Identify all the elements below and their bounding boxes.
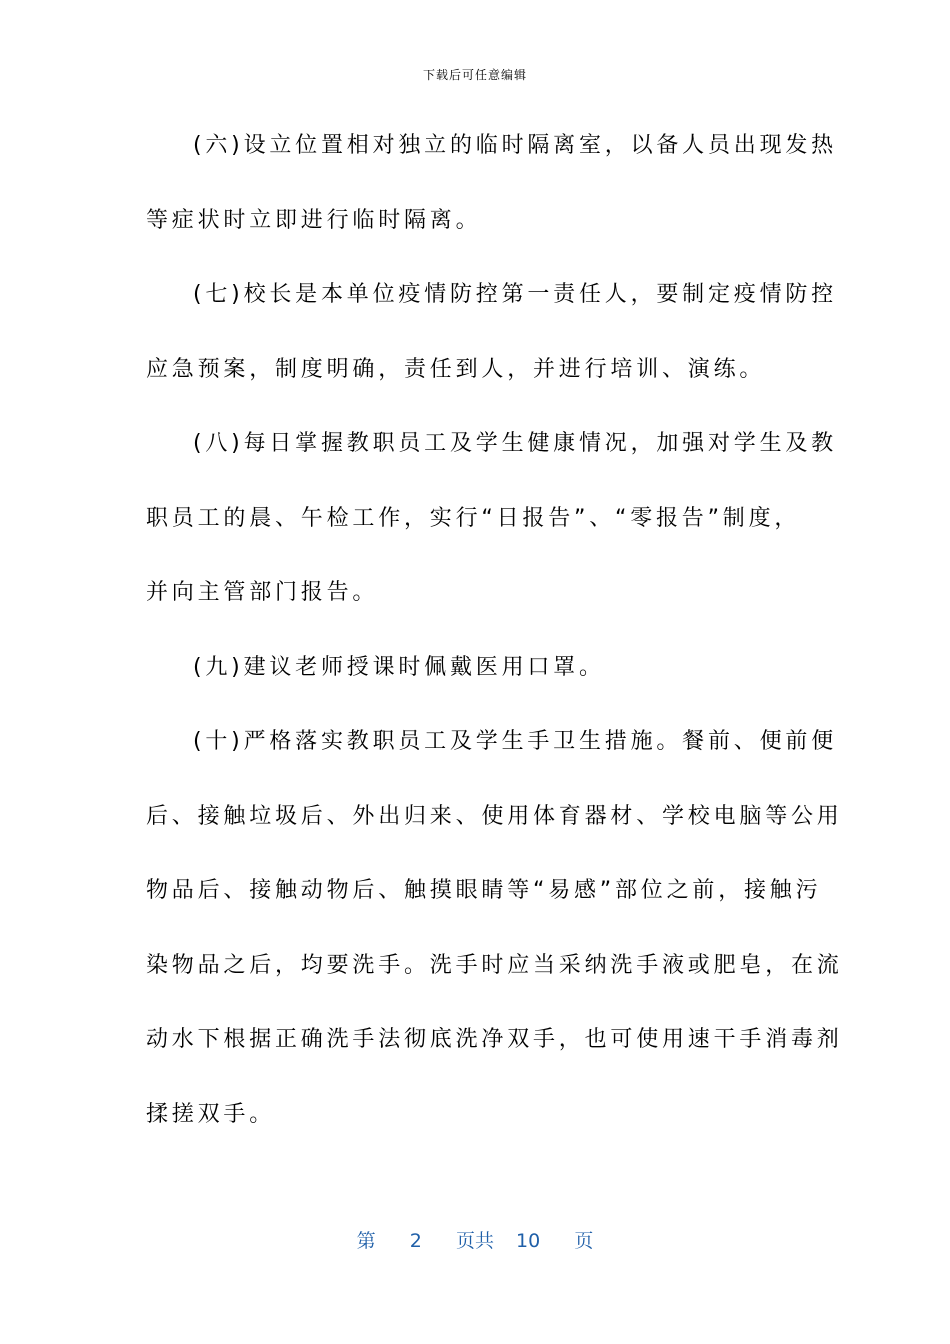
footer-prefix: 第: [356, 1230, 376, 1252]
paragraph-line: 职员工的晨、午检工作，实行“日报告”、“零报告”制度，: [146, 505, 801, 531]
total-pages-number: 10: [516, 1230, 541, 1252]
page-header: 下载后可任意编辑: [422, 68, 527, 82]
paragraph-line: 后、接触垃圾后、外出归来、使用体育器材、学校电脑等公用: [146, 803, 843, 829]
paragraph-line: 等症状时立即进行临时隔离。: [146, 207, 482, 233]
paragraph-line: (九)建议老师授课时佩戴医用口罩。: [193, 654, 605, 680]
paragraph-line: 揉搓双手。: [146, 1101, 276, 1127]
footer-middle: 页共: [455, 1230, 494, 1252]
paragraph-line: (七)校长是本单位疫情防控第一责任人，要制定疫情防控: [193, 282, 837, 307]
paragraph-line: 动水下根据正确洗手法彻底洗净双手，也可使用速干手消毒剂: [146, 1027, 843, 1052]
paragraph-line: (十)严格落实教职员工及学生手卫生措施。餐前、便前便: [193, 729, 837, 754]
footer-suffix: 页: [574, 1230, 594, 1252]
paragraph-line: 并向主管部门报告。: [146, 580, 379, 605]
paragraph-line: 应急预案，制度明确，责任到人，并进行培训、演练。: [146, 356, 766, 382]
paragraph-line: (六)设立位置相对独立的临时隔离室，以备人员出现发热: [193, 133, 837, 158]
paragraph-line: 染物品之后，均要洗手。洗手时应当采纳洗手液或肥皂，在流: [146, 952, 843, 978]
current-page-number: 2: [409, 1230, 422, 1252]
document-body: [146, 128, 843, 1171]
paragraph-line: (八)每日掌握教职员工及学生健康情况，加强对学生及教: [193, 431, 837, 456]
page-footer: [0, 1226, 950, 1253]
paragraph-line: 物品后、接触动物后、触摸眼睛等“易感”部位之前，接触污: [146, 878, 822, 903]
